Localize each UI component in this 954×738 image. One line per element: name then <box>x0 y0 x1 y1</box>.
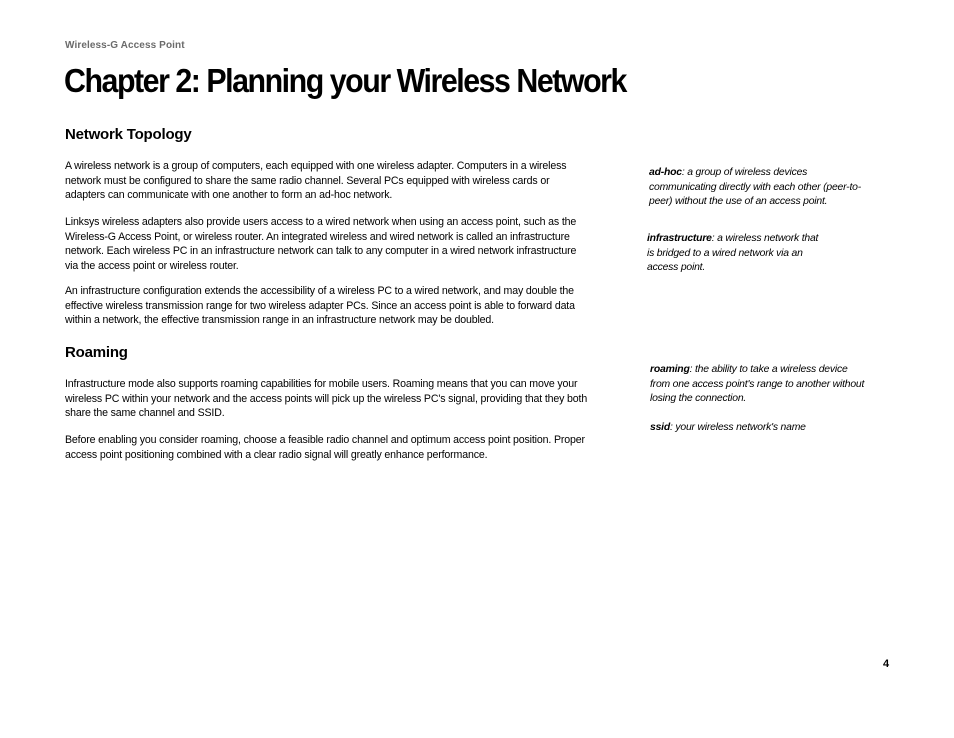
glossary-term: ssid <box>650 422 670 433</box>
body-paragraph: Before enabling you consider roaming, choose a feasible radio channel and optimum access point position. Proper access point positioning combined with a clear radio signal will greatly enhance performance. <box>65 434 585 461</box>
glossary-term: ad-hoc <box>649 167 682 178</box>
page-number: 4 <box>883 658 890 670</box>
running-header: Wireless-G Access Point <box>65 40 185 51</box>
glossary-entry-ad-hoc <box>649 166 871 210</box>
glossary-definition: : your wireless network's name <box>670 422 806 433</box>
section-heading-roaming: Roaming <box>65 344 128 361</box>
glossary-term: infrastructure <box>647 233 712 244</box>
body-paragraph: An infrastructure configuration extends the accessibility of a wireless PC to a wired network, and may double the effective wireless transmission range for two wireless adapter PCs. Since an access point is able to forward data within a network, the effective transmission range in an infrastructure network may be doubled. <box>65 285 575 327</box>
glossary-definition: : the ability to take a wireless device from one access point's range to another without losing the connection. <box>650 364 865 405</box>
body-paragraph: A wireless network is a group of computers, each equipped with one wireless adapter. Computers in a wireless network must be configured to share the same radio channel. Several PCs equipped with wireless cards or adapters can communicate with one another to form an ad-hoc network. <box>65 160 567 202</box>
glossary-entry-infrastructure <box>647 232 827 276</box>
glossary-definition: : a group of wireless devices communicating directly with each other (peer-to-peer) without the use of an access point. <box>649 167 861 208</box>
body-paragraph: Infrastructure mode also supports roaming capabilities for mobile users. Roaming means that you can move your wireless PC within your network and the access points will pick up the wireless PC's signal, providing that they both share the same channel and SSID. <box>65 378 588 420</box>
glossary-entry-ssid <box>650 421 870 436</box>
glossary-definition: : a wireless network that is bridged to a wired network via an access point. <box>647 233 819 274</box>
section-heading-network-topology: Network Topology <box>65 126 192 143</box>
chapter-title: Chapter 2: Planning your Wireless Network <box>64 62 626 99</box>
glossary-term: roaming <box>650 364 690 375</box>
body-paragraph: Linksys wireless adapters also provide users access to a wired network when using an access point, such as the Wireless-G Access Point, or wireless router. An integrated wireless and wired network is called an infrastructure network. Each wireless PC in an infrastructure network can talk to any computer in a wired network infrastructure via the access point or wireless router. <box>65 216 577 272</box>
glossary-entry-roaming <box>650 363 870 407</box>
